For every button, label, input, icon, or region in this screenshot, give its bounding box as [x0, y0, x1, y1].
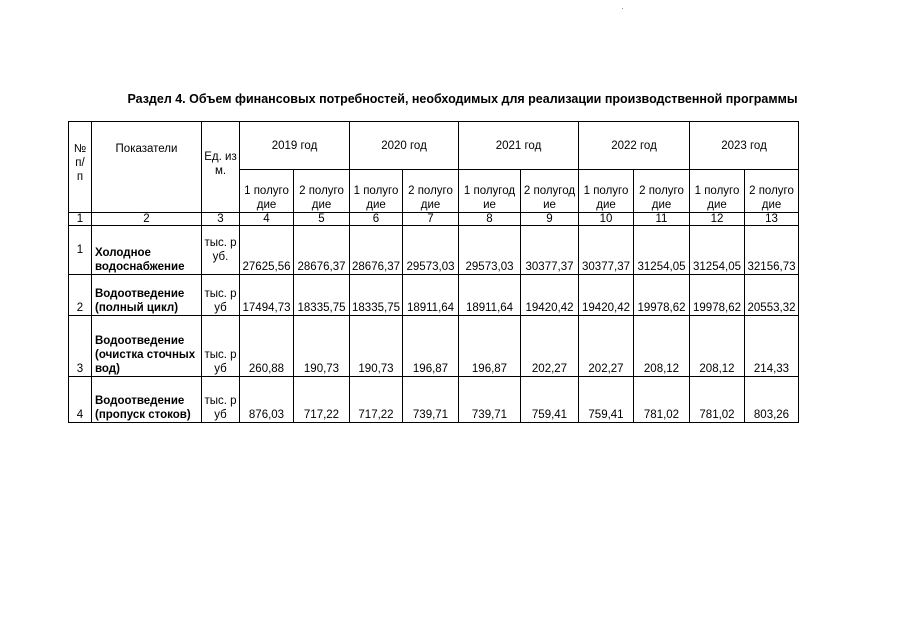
row-value: 19978,62	[634, 275, 690, 316]
financial-needs-table	[68, 121, 799, 423]
col-number: 8	[459, 213, 521, 226]
table-row	[69, 377, 799, 423]
row-value: 18335,75	[350, 275, 403, 316]
row-value: 739,71	[459, 377, 521, 423]
row-value: 30377,37	[579, 226, 634, 275]
header-half-2: 2 полугодие	[294, 170, 350, 213]
header-year-2023: 2023 год	[690, 122, 799, 170]
header-half-1: 1 полугодие	[690, 170, 745, 213]
row-unit: тыс. руб	[202, 316, 240, 377]
row-value: 31254,05	[634, 226, 690, 275]
row-value: 190,73	[294, 316, 350, 377]
header-half-1: 1 полугодие	[579, 170, 634, 213]
row-indicator: Холодное водоснабжение	[92, 226, 202, 275]
row-value: 190,73	[350, 316, 403, 377]
row-value: 208,12	[690, 316, 745, 377]
row-value: 202,27	[579, 316, 634, 377]
row-unit: тыс. руб.	[202, 226, 240, 275]
header-row-column-numbers	[69, 213, 799, 226]
row-value: 196,87	[403, 316, 459, 377]
row-value: 30377,37	[521, 226, 579, 275]
row-indicator: Водоотведение (очистка сточных вод)	[92, 316, 202, 377]
header-half-2: 2 полугодие	[521, 170, 579, 213]
col-number: 9	[521, 213, 579, 226]
row-value: 214,33	[745, 316, 799, 377]
row-value: 759,41	[579, 377, 634, 423]
row-value: 29573,03	[459, 226, 521, 275]
header-num: № п/ п	[69, 122, 92, 213]
col-number: 11	[634, 213, 690, 226]
table-row	[69, 316, 799, 377]
row-value: 32156,73	[745, 226, 799, 275]
row-value: 781,02	[634, 377, 690, 423]
row-value: 739,71	[403, 377, 459, 423]
row-number: 3	[69, 316, 92, 377]
header-half-1: 1 полугодие	[350, 170, 403, 213]
row-number: 2	[69, 275, 92, 316]
row-value: 717,22	[294, 377, 350, 423]
row-value: 28676,37	[294, 226, 350, 275]
header-unit: Ед. изм.	[202, 122, 240, 213]
row-value: 20553,32	[745, 275, 799, 316]
header-indicator: Показатели	[92, 122, 202, 213]
row-value: 876,03	[240, 377, 294, 423]
scan-speck	[622, 8, 623, 9]
row-number: 1	[69, 226, 92, 275]
row-value: 28676,37	[350, 226, 403, 275]
row-value: 803,26	[745, 377, 799, 423]
header-half-1: 1 полугодие	[459, 170, 521, 213]
row-value: 717,22	[350, 377, 403, 423]
row-value: 19978,62	[690, 275, 745, 316]
row-number: 4	[69, 377, 92, 423]
header-year-2020: 2020 год	[350, 122, 459, 170]
row-unit: тыс. руб	[202, 377, 240, 423]
header-half-2: 2 полугодие	[634, 170, 690, 213]
row-value: 202,27	[521, 316, 579, 377]
row-value: 27625,56	[240, 226, 294, 275]
col-number: 10	[579, 213, 634, 226]
col-number: 3	[202, 213, 240, 226]
header-row-years	[69, 122, 799, 170]
row-value: 17494,73	[240, 275, 294, 316]
row-value: 260,88	[240, 316, 294, 377]
row-value: 19420,42	[579, 275, 634, 316]
table-row	[69, 275, 799, 316]
row-value: 781,02	[690, 377, 745, 423]
col-number: 12	[690, 213, 745, 226]
header-half-1: 1 полугодие	[240, 170, 294, 213]
header-year-2022: 2022 год	[579, 122, 690, 170]
header-half-2: 2 полугодие	[745, 170, 799, 213]
col-number: 13	[745, 213, 799, 226]
row-value: 196,87	[459, 316, 521, 377]
header-year-2019: 2019 год	[240, 122, 350, 170]
row-indicator: Водоотведение (полный цикл)	[92, 275, 202, 316]
row-value: 19420,42	[521, 275, 579, 316]
col-number: 1	[69, 213, 92, 226]
row-value: 18911,64	[459, 275, 521, 316]
table-row	[69, 226, 799, 275]
header-half-2: 2 полугодие	[403, 170, 459, 213]
col-number: 5	[294, 213, 350, 226]
col-number: 7	[403, 213, 459, 226]
col-number: 4	[240, 213, 294, 226]
row-value: 759,41	[521, 377, 579, 423]
section-title: Раздел 4. Объем финансовых потребностей, необходимых для реализации производственной программы	[127, 92, 798, 106]
row-value: 18911,64	[403, 275, 459, 316]
row-value: 18335,75	[294, 275, 350, 316]
row-unit: тыс. руб	[202, 275, 240, 316]
col-number: 2	[92, 213, 202, 226]
row-value: 208,12	[634, 316, 690, 377]
row-value: 29573,03	[403, 226, 459, 275]
row-indicator: Водоотведение (пропуск стоков)	[92, 377, 202, 423]
col-number: 6	[350, 213, 403, 226]
row-value: 31254,05	[690, 226, 745, 275]
header-year-2021: 2021 год	[459, 122, 579, 170]
